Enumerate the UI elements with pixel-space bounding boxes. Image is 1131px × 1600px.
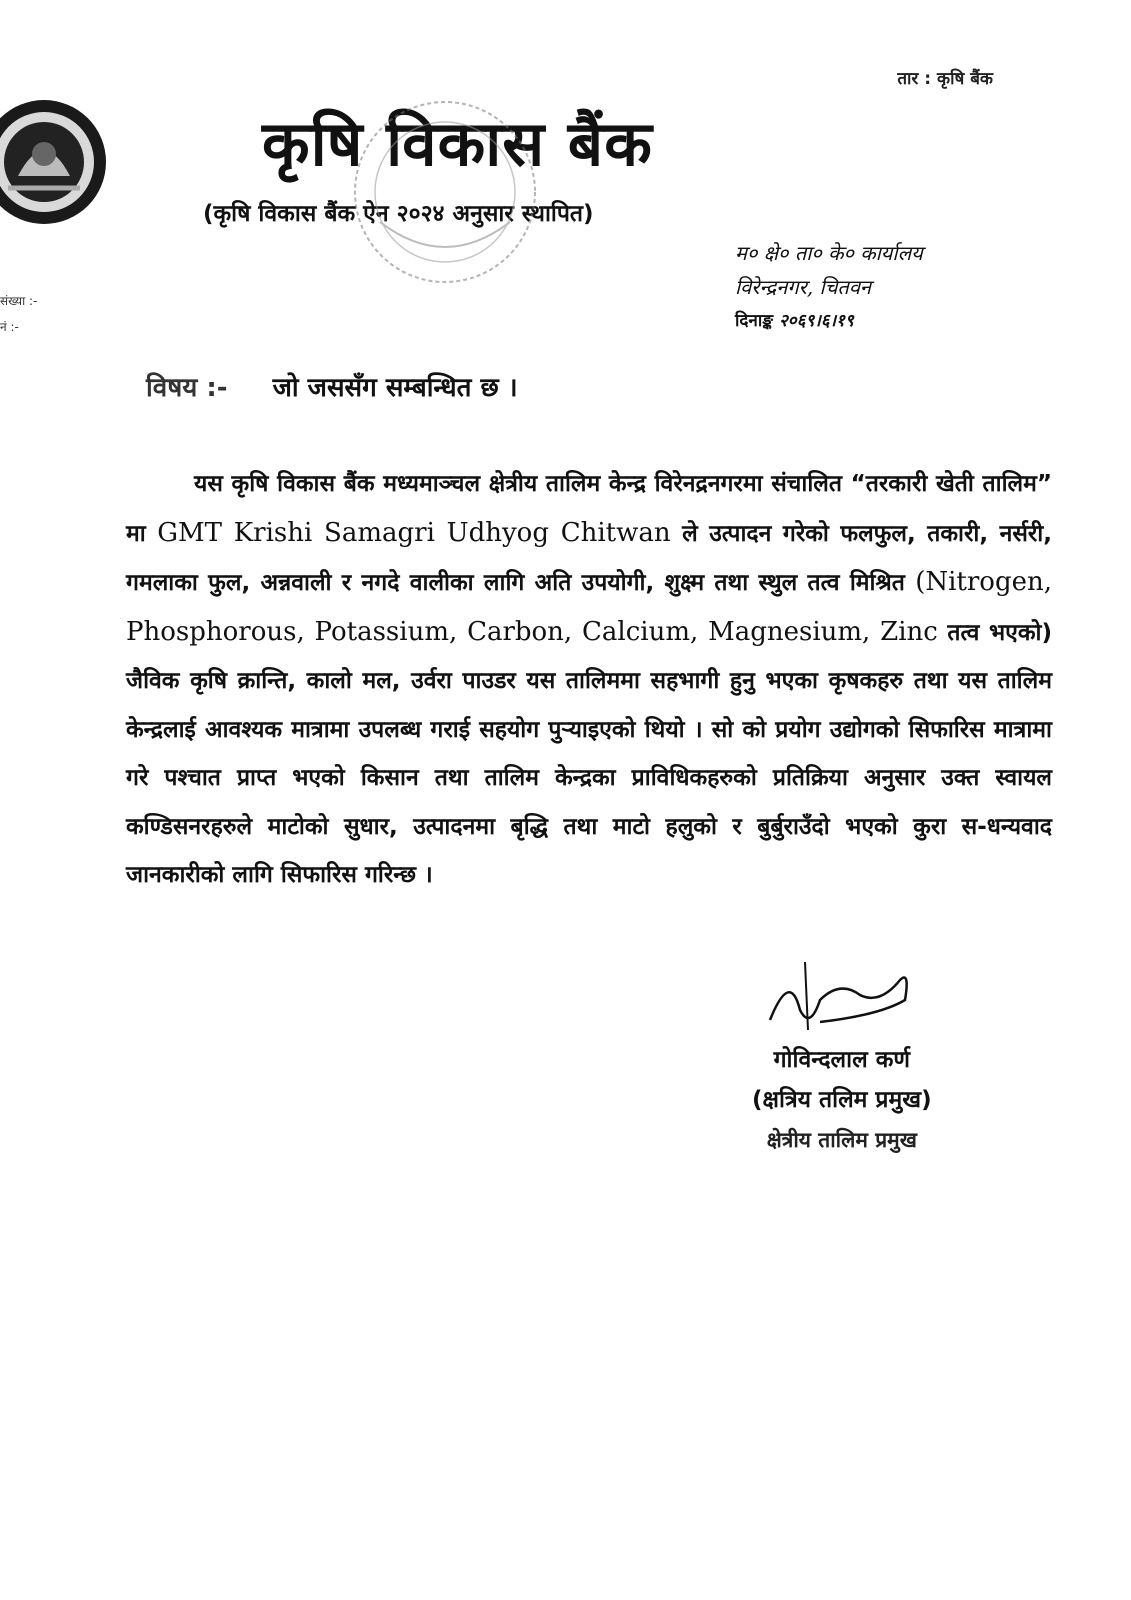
bank-subtitle: (कृषि विकास बैंक ऐन २०२४ अनुसार स्थापित) bbox=[203, 201, 594, 227]
body-text-2: ले उत्पादन गरेको फलफुल, तकारी, नर्सरी, गमलाका फुल, अन्नवाली र नगदे वालीका लागि अति उपयोगी, शुक्ष्म तथा स्थुल तत्व मिश्रित bbox=[126, 520, 1053, 596]
bank-name-heading: कृषि विकास बैंक bbox=[262, 107, 653, 180]
signatory-block bbox=[752, 1040, 932, 1160]
company-name: GMT Krishi Samagri Udhyog Chitwan bbox=[157, 517, 671, 548]
bank-logo-seal-icon bbox=[0, 96, 110, 228]
office-location-line: विरेन्द्रनगर, चितवन bbox=[735, 275, 872, 299]
subject-line bbox=[146, 368, 518, 404]
body-paragraph bbox=[126, 460, 1052, 900]
signatory-stamp-title: क्षेत्रीय तालिम प्रमुख bbox=[766, 1128, 917, 1152]
handwritten-signature-icon bbox=[760, 960, 920, 1040]
date-value: २०६९।६।१९ bbox=[778, 311, 854, 331]
signatory-name: गोविन्दलाल कर्ण bbox=[773, 1047, 910, 1073]
office-address-block bbox=[735, 236, 1035, 338]
body-text-1: यस कृषि विकास बैंक मध्यमाञ्चल क्षेत्रीय तालिम केन्द्र विरेनद्रनगरमा संचालित “तरकारी खेती तालिम” मा bbox=[126, 471, 1052, 547]
reference-labels bbox=[0, 288, 37, 340]
signatory-title: (क्षत्रिय तलिम प्रमुख) bbox=[752, 1087, 932, 1113]
office-stamp-icon bbox=[340, 72, 550, 312]
body-text-3: तत्व भएको) जैविक कृषि क्रान्ति, कालो मल, उर्वरा पाउडर यस तालिममा सहभागी हुनु भएका कृषकहरु तथा यस तालिम केन्द्रलाई आवश्यक मात्रामा उपलब्ध गराई सहयोग पुर्‍याइएको थियो । सो को प्रयोग उद्योगको सिफारिस मात्रामा गरे पश्चात प्राप्त भएको किसान तथा तालिम केन्द्रका प्राविधिकहरुको प्रतिक्रिया अनुसार उक्त स्वायल कण्डिसनरहरुले माटोको सुधार, उत्पादनमा बृद्धि तथा माटो हलुको र बुर्बुराउँदो भएको कुरा स-धन्यवाद जानकारीको लागि सिफारिस गरिन्छ । bbox=[126, 619, 1052, 888]
telegram-address: तार : कृषि बैंक bbox=[897, 69, 993, 89]
reference-label-2: नं :- bbox=[0, 320, 19, 334]
nutrient-list: (Nitrogen, Phosphorous, Potassium, Carbon, Calcium, Magnesium, Zinc bbox=[126, 567, 1052, 647]
letter-body bbox=[126, 460, 1052, 900]
office-name-line: म० क्षे० ता० के० कार्यालय bbox=[735, 241, 923, 265]
subject-label: विषय :- bbox=[146, 373, 228, 403]
date-line bbox=[735, 304, 1035, 338]
date-label: दिनाङ्क bbox=[735, 311, 774, 331]
reference-number-label: संख्या :- bbox=[0, 294, 38, 308]
subject-text: जो जससँग सम्बन्धित छ । bbox=[272, 373, 518, 403]
